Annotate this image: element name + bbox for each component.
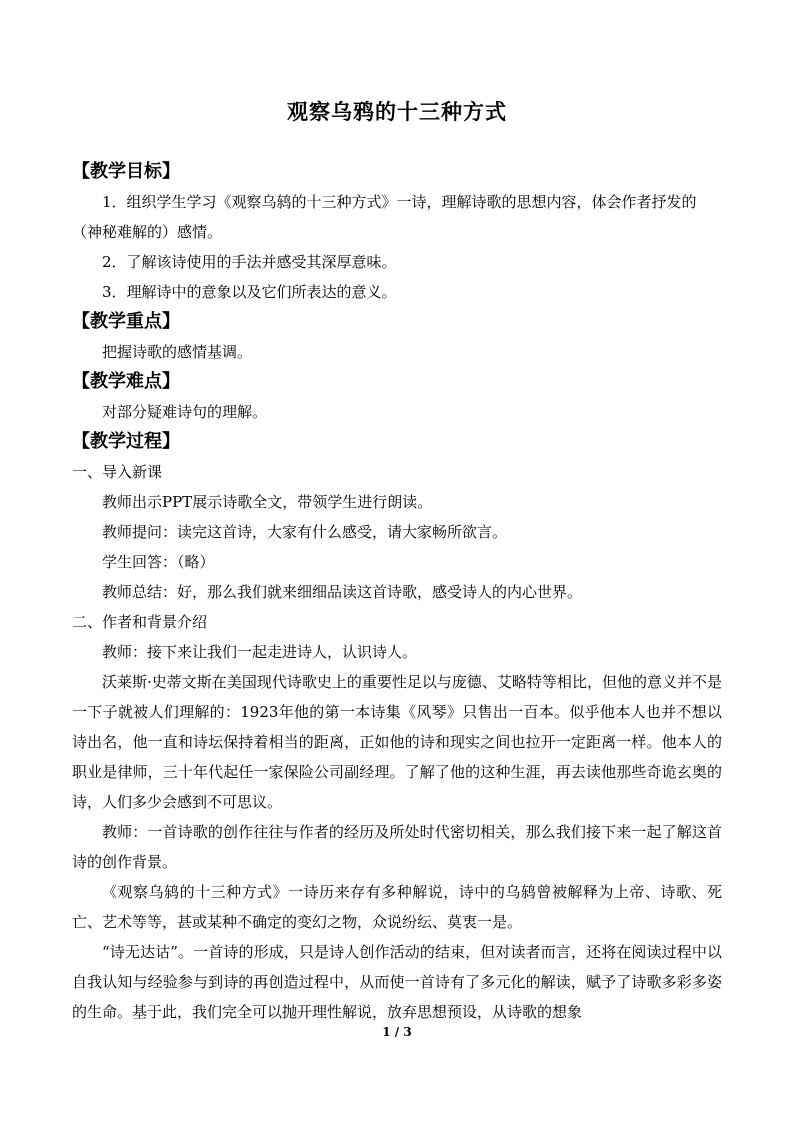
objective-item: 3．理解诗中的意象以及它们所表达的意义。 (102, 283, 397, 301)
subsection-title-intro: 一、导入新课 (72, 463, 163, 481)
document-body (72, 157, 722, 1027)
process-paragraph: 教师：一首诗歌的创作往往与作者的经历及所处时代密切相关，那么我们接下来一起了解这首诗的创作背景。 (72, 823, 722, 871)
process-paragraph: 学生回答：（略） (102, 553, 215, 571)
section-heading-process: 【教学过程】 (72, 431, 180, 452)
process-paragraph: 《观察乌鸫的十三种方式》一诗历来存有多种解说，诗中的乌鸫曾被解释为上帝、诗歌、死亡、艺术等等，甚或某种不确定的变幻之物，众说纷纭、莫衷一是。 (72, 883, 722, 931)
page-number: 1 / 3 (382, 1025, 412, 1039)
process-paragraph: 教师出示PPT展示诗歌全文，带领学生进行朗读。 (102, 493, 433, 511)
section-heading-key-points: 【教学重点】 (72, 311, 180, 332)
process-paragraph: 教师总结：好，那么我们就来细细品读这首诗歌，感受诗人的内心世界。 (102, 583, 583, 601)
process-paragraph: 教师：接下来让我们一起走进诗人，认识诗人。 (102, 643, 418, 661)
process-paragraph: 沃莱斯·史蒂文斯在美国现代诗歌史上的重要性足以与庞德、艾略特等相比，但他的意义并不是一下子就被人们理解的：1923年他的第一本诗集《风琴》只售出一百本。似乎他本人也并不想以诗出名，他一直和诗坛保持着相当的距离，正如他的诗和现实之间也拉开一定距离一样。他本人的职业是律师，三十年代起任一家保险公司副经理。了解了他的这种生涯，再去读他那些奇诡玄奥的诗，人们多少会感到不可思议。 (72, 673, 722, 811)
process-paragraph: “诗无达诂”。一首诗的形成，只是诗人创作活动的结束，但对读者而言，还将在阅读过程中以自我认知与经验参与到诗的再创造过程中，从而使一首诗有了多元化的解读，赋予了诗歌多彩多姿的生命。基于此，我们完全可以抛开理性解说，放弃思想预设，从诗歌的想象 (72, 943, 722, 1021)
section-heading-objectives: 【教学目标】 (72, 161, 180, 182)
document-title: 观察乌鸦的十三种方式 (287, 100, 507, 124)
objective-item: 1．组织学生学习《观察乌鸫的十三种方式》一诗，理解诗歌的思想内容，体会作者抒发的（神秘难解的）感情。 (72, 193, 697, 241)
objective-item: 2．了解该诗使用的手法并感受其深厚意味。 (102, 253, 397, 271)
key-point-item: 把握诗歌的感情基调。 (102, 343, 253, 361)
process-paragraph: 教师提问：读完这首诗，大家有什么感受，请大家畅所欲言。 (102, 523, 508, 541)
section-heading-difficulties: 【教学难点】 (72, 371, 180, 392)
subsection-title-background: 二、作者和背景介绍 (72, 613, 208, 631)
difficulty-item: 对部分疑难诗句的理解。 (102, 403, 268, 421)
